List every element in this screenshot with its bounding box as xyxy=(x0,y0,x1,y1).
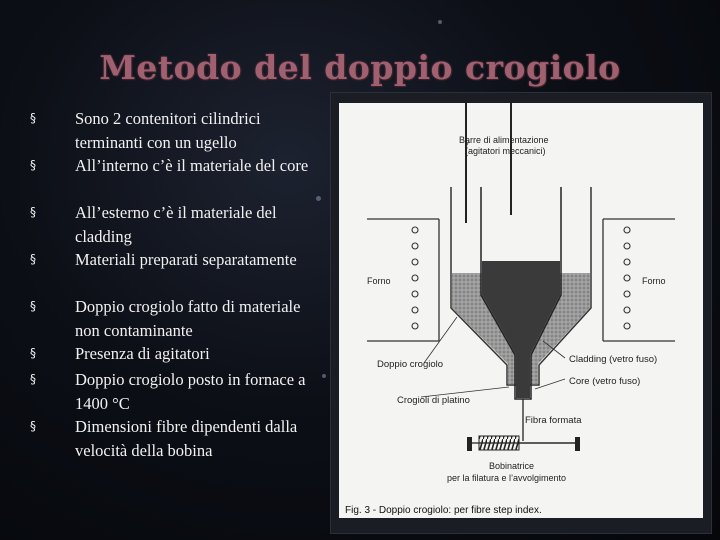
bullet-marker: § xyxy=(30,252,36,266)
cladding-label: Cladding (vetro fuso) xyxy=(569,354,658,365)
bullet-marker: § xyxy=(30,346,36,360)
bullet-marker: § xyxy=(30,111,36,125)
bullet-text: Sono 2 contenitori cilindrici terminanti con un ugello xyxy=(75,109,261,152)
slide-title: Metodo del doppio crogiolo xyxy=(99,48,621,87)
core-label: Core (vetro fuso) xyxy=(569,376,641,387)
furnace-right-label: Forno xyxy=(642,276,666,286)
winder-label: Bobinatrice xyxy=(489,461,535,471)
bullet-text: Materiali preparati separatamente xyxy=(75,250,297,269)
bullet-marker: § xyxy=(30,419,36,433)
double-crucible-figure xyxy=(330,92,712,534)
feed-bars-sublabel: (agitatori meccanici) xyxy=(465,146,546,156)
double-crucible-label: Doppio crogiolo xyxy=(377,359,444,370)
bullet-text: Dimensioni fibre dipendenti dalla velocità della bobina xyxy=(75,417,298,460)
feed-bars-label: Barre di alimentazione xyxy=(459,135,549,145)
bullet-marker: § xyxy=(30,158,36,172)
bullet-item xyxy=(18,368,328,415)
bullet-item xyxy=(18,107,328,154)
bullet-item xyxy=(18,201,328,248)
bullet-item xyxy=(18,295,328,342)
formed-fiber-label: Fibra formata xyxy=(525,415,582,426)
figure-caption: Fig. 3 - Doppio crogiolo: per fibre step index. xyxy=(345,505,542,516)
bullet-item xyxy=(18,248,328,295)
heating-coil-left xyxy=(412,227,418,329)
bullet-text: All’esterno c’è il materiale del cladding xyxy=(75,203,277,246)
bullet-marker: § xyxy=(30,299,36,313)
bullet-text: Doppio crogiolo fatto di materiale non contaminante xyxy=(75,297,301,340)
furnace-left-label: Forno xyxy=(367,276,391,286)
figure-panel xyxy=(339,103,703,518)
platinum-crucibles-label: Crogioli di platino xyxy=(397,395,470,406)
bullet-marker: § xyxy=(30,205,36,219)
decorative-star xyxy=(438,20,442,24)
bullet-text: Presenza di agitatori xyxy=(75,344,210,363)
heating-coil-right xyxy=(624,227,630,329)
bullet-list xyxy=(18,107,328,462)
bullet-text: Doppio crogiolo posto in fornace a 1400 °C xyxy=(75,370,306,413)
bullet-text: All’interno c’è il materiale del core xyxy=(75,156,309,175)
bullet-item xyxy=(18,415,328,462)
bullet-item xyxy=(18,154,328,201)
crucible-diagram xyxy=(339,103,703,518)
bullet-marker: § xyxy=(30,372,36,386)
winder-sublabel: per la filatura e l’avvolgimento xyxy=(447,473,567,483)
bullet-item xyxy=(18,342,328,368)
